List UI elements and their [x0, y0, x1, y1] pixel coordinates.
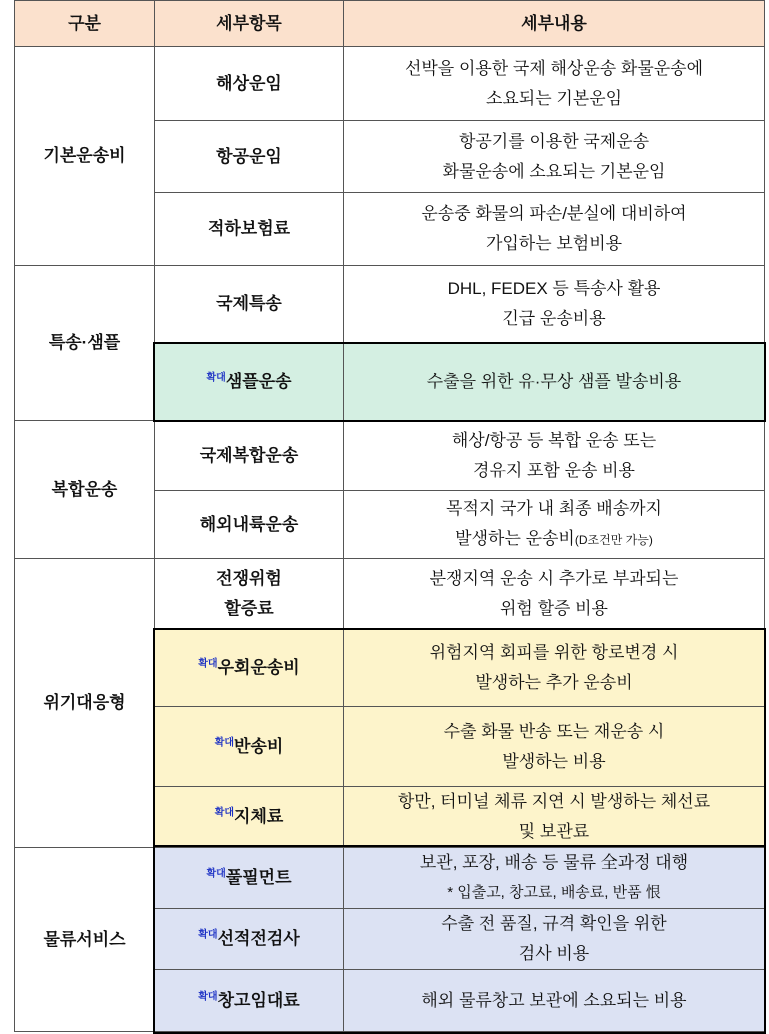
detail-line: 검사 비용 — [518, 944, 590, 963]
table-row — [15, 421, 765, 491]
table-row — [15, 47, 765, 121]
header-category: 구분 — [15, 1, 155, 47]
detail-line: 수출 화물 반송 또는 재운송 시 — [443, 721, 665, 741]
detail-line: 수출을 위한 유·무상 샘플 발송비용 — [426, 371, 682, 391]
item-cell — [155, 707, 344, 787]
detail-cell — [344, 491, 765, 559]
item-cell — [155, 909, 344, 970]
detail-line: 수출 전 품질, 규격 확인을 위한 — [441, 914, 667, 933]
detail-cell — [344, 343, 765, 421]
table-row — [15, 559, 765, 629]
detail-line: 소요되는 기본운임 — [485, 88, 623, 108]
category-cell: 특송·샘플 — [15, 266, 155, 421]
detail-line: 위험 할증 비용 — [500, 598, 608, 618]
detail-cell — [344, 266, 765, 343]
expand-tag: 확대 — [206, 371, 226, 383]
logistics-cost-table — [14, 0, 765, 1032]
detail-line: 분쟁지역 운송 시 추가로 부과되는 — [429, 568, 679, 588]
expand-tag: 확대 — [198, 990, 218, 1002]
item-cell — [155, 559, 344, 629]
detail-text: 발생하는 운송비 — [455, 529, 575, 548]
detail-cell — [344, 47, 765, 121]
item-cell — [155, 343, 344, 421]
detail-line: 발생하는 비용 — [502, 751, 606, 771]
table-header — [15, 1, 765, 47]
detail-line: 선박을 이용한 국제 해상운송 화물운송에 — [404, 58, 704, 78]
detail-line: 가입하는 보험비용 — [485, 234, 623, 253]
table-row — [15, 266, 765, 343]
detail-line: * 입출고, 창고료, 배송료, 반품 恨 — [447, 884, 661, 901]
item-label: 우회운송비 — [217, 657, 300, 677]
detail-line: 경유지 포함 운송 비용 — [473, 460, 635, 480]
item-label: 풀필먼트 — [225, 868, 292, 887]
detail-line — [350, 524, 758, 555]
detail-line: 발생하는 추가 운송비 — [475, 672, 633, 692]
item-cell: 국제특송 — [155, 266, 344, 343]
detail-line: DHL, FEDEX 등 특송사 활용 — [447, 279, 661, 298]
item-cell: 해상운임 — [155, 47, 344, 121]
detail-cell — [344, 629, 765, 707]
detail-cell — [344, 193, 765, 266]
detail-line: 항만, 터미널 체류 지연 시 발생하는 체선료 — [397, 792, 711, 811]
expand-tag: 확대 — [198, 929, 218, 941]
item-cell: 적하보험료 — [155, 193, 344, 266]
item-cell — [155, 629, 344, 707]
header-item: 세부항목 — [155, 1, 344, 47]
table-row — [15, 848, 765, 909]
category-cell: 위기대응형 — [15, 559, 155, 848]
detail-cell — [344, 970, 765, 1032]
detail-cell — [344, 421, 765, 491]
detail-cell — [344, 787, 765, 848]
category-cell: 기본운송비 — [15, 47, 155, 266]
item-cell: 국제복합운송 — [155, 421, 344, 491]
detail-line: 위험지역 회피를 위한 항로변경 시 — [429, 642, 679, 662]
item-label: 지체료 — [234, 807, 284, 826]
item-label: 샘플운송 — [225, 371, 292, 391]
item-cell — [155, 787, 344, 848]
category-cell: 물류서비스 — [15, 848, 155, 1032]
detail-cell — [344, 909, 765, 970]
item-label: 전쟁위험 — [216, 568, 282, 588]
item-cell: 해외내륙운송 — [155, 491, 344, 559]
item-cell: 항공운임 — [155, 121, 344, 193]
detail-line: 보관, 포장, 배송 등 물류 全과정 대행 — [419, 853, 689, 872]
expand-tag: 확대 — [206, 868, 226, 880]
detail-cell — [344, 707, 765, 787]
detail-line: 항공기를 이용한 국제운송 — [458, 131, 650, 151]
expand-tag: 확대 — [214, 807, 235, 819]
item-label: 선적전검사 — [217, 929, 300, 948]
detail-line: 화물운송에 소요되는 기본운임 — [442, 161, 666, 181]
detail-line: 운송중 화물의 파손/분실에 대비하여 — [421, 204, 687, 223]
detail-line: 긴급 운송비용 — [502, 309, 606, 328]
detail-line: 해상/항공 등 복합 운송 또는 — [451, 430, 657, 450]
expand-tag: 확대 — [198, 657, 218, 669]
item-label: 반송비 — [234, 736, 284, 756]
expand-tag: 확대 — [214, 736, 235, 748]
category-cell: 복합운송 — [15, 421, 155, 559]
detail-line: 해외 물류창고 보관에 소요되는 비용 — [421, 990, 687, 1010]
item-cell — [155, 970, 344, 1032]
header-detail: 세부내용 — [344, 1, 765, 47]
detail-cell — [344, 559, 765, 629]
detail-cell — [344, 121, 765, 193]
item-cell — [155, 848, 344, 909]
item-label: 할증료 — [224, 598, 274, 618]
item-label: 창고임대료 — [217, 990, 300, 1010]
detail-cell — [344, 848, 765, 909]
detail-note: (D조건만 가능) — [574, 533, 653, 547]
detail-line: 및 보관료 — [518, 822, 590, 841]
detail-line: 목적지 국가 내 최종 배송까지 — [446, 499, 662, 518]
